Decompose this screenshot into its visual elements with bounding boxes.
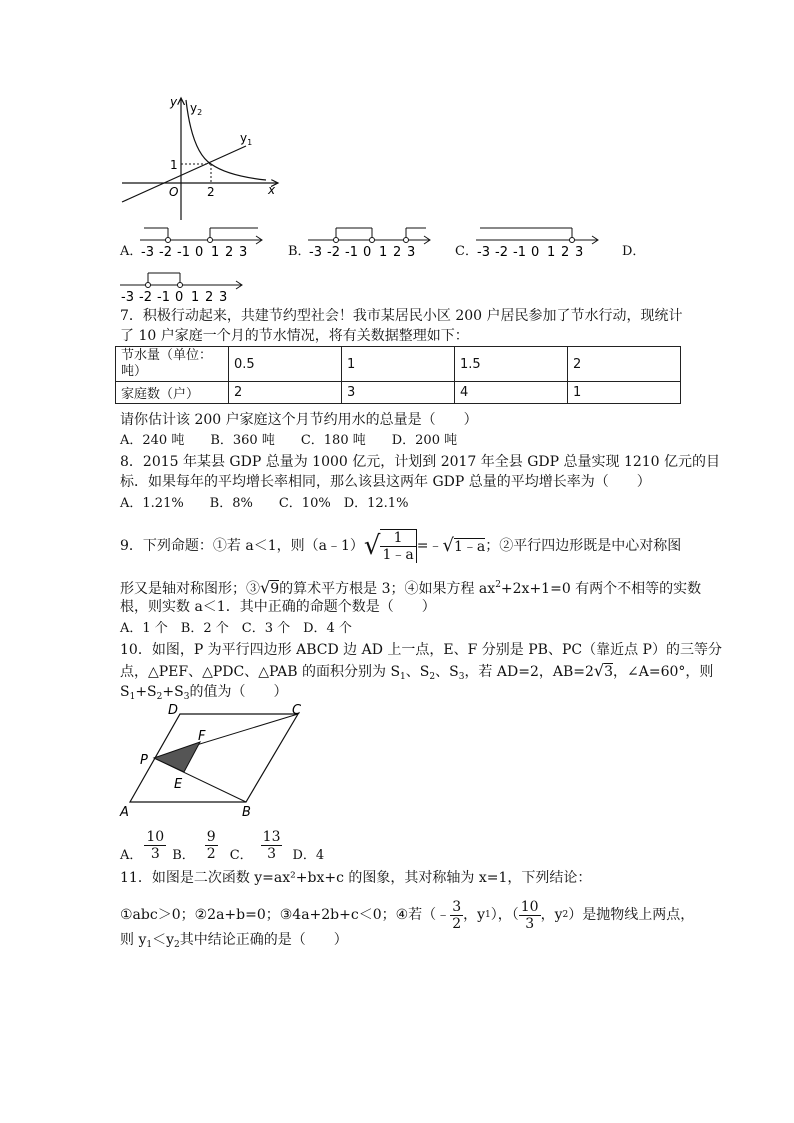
q9-line2: 形又是轴对称图形；③√9的算术平方根是 3；④如果方程 $ax^2+2x+1=0$ 有两个不相等的实数 — [120, 578, 702, 597]
q11-line3: 则 $y_1<y_2$其中结论正确的是（ ） — [120, 932, 348, 950]
svg-text:0: 0 — [175, 290, 184, 304]
label-E: E — [174, 777, 183, 792]
numberline-a — [138, 225, 268, 259]
svg-text:3: 3 — [239, 245, 248, 259]
svg-text:3: 3 — [407, 245, 416, 259]
water-saving-table — [115, 346, 681, 404]
svg-text:2: 2 — [393, 245, 402, 259]
svg-text:1: 1 — [191, 290, 200, 304]
option-b: B． — [288, 244, 311, 259]
label-one: 1 — [170, 158, 178, 172]
svg-text:3: 3 — [575, 245, 584, 259]
q11-line2: ①abc＞0；②2a+b=0；③4a+2b+c＜0；④若（﹣ $\frac{3}{2}$ ，y 1 ），（ $\frac{10}{3}$ ，y 2 ）是抛物线上两点， — [120, 898, 695, 932]
label-y: y — [170, 95, 178, 109]
svg-text:0: 0 — [195, 245, 204, 259]
svg-text:2: 2 — [561, 245, 570, 259]
option-d: D． — [622, 244, 646, 259]
q8-options: A．1.21% B．8% C．10% D．12.1% — [120, 496, 409, 511]
label-y2: $y_2$ — [190, 101, 203, 117]
line-y1 — [122, 146, 246, 202]
label-x: x — [268, 183, 276, 197]
q7-line2: 了 10 户家庭一个月的节水情况，将有关数据整理如下： — [120, 328, 469, 344]
table-row: 家庭数（户） 2 3 4 1 — [116, 382, 681, 404]
q7-options: A．240 吨 B．360 吨 C．180 吨 D．200 吨 — [120, 433, 458, 448]
label-B: B — [242, 805, 251, 820]
q10-options: A． $\frac{10}{3}$ B． $\frac{9}{2}$ C． $\frac{13}{3}$ D．4 — [120, 829, 325, 863]
q7-line1: 7．积极行动起来，共建节约型社会！我市某居民小区 200 户居民参加了节水行动，现统计 — [120, 308, 683, 324]
svg-text:-1: -1 — [157, 290, 170, 304]
svg-text:0: 0 — [531, 245, 540, 259]
q10-line1: 10．如图，P 为平行四边形 ABCD 边 AD 上一点，E、F 分别是 PB、PC（靠近点 P）的三等分 — [120, 642, 722, 658]
option-c: C． — [455, 244, 478, 259]
svg-text:-3: -3 — [309, 245, 322, 259]
label-two: 2 — [207, 185, 215, 199]
q9-line1: 9．下列命题：①若 a＜1，则（a﹣1） √ $\frac{1}{1﹣a}$ =﹣ √1﹣a ；②平行四边形既是中心对称图 — [120, 530, 682, 563]
sqrt-frac: √ $\frac{1}{1﹣a}$ — [364, 529, 417, 563]
numberline-b — [306, 225, 436, 259]
label-origin: O — [169, 185, 179, 199]
label-y1: $y_1$ — [240, 131, 253, 147]
svg-text:1: 1 — [547, 245, 556, 259]
table-row: 节水量（单位： 吨） 0.5 1 1.5 2 — [116, 347, 681, 382]
q8-line1: 8．2015 年某县 GDP 总量为 1000 亿元，计划到 2017 年全县 GDP 总量实现 1210 亿元的目 — [120, 454, 721, 470]
svg-text:-2: -2 — [327, 245, 340, 259]
svg-text:-1: -1 — [345, 245, 358, 259]
q9-options: A．1 个 B．2 个 C．3 个 D．4 个 — [120, 621, 352, 636]
q10-line2: 点，△PEF、△PDC、△PAB 的面积分别为 $S_1$、$S_2$、$S_3$，若 AD=2，AB=2√3，∠A=60°，则 — [120, 661, 714, 682]
parallelogram-figure — [116, 702, 316, 822]
q10-line3: $S_1+S_2+S_3$的值为（ ） — [120, 684, 288, 702]
label-C: C — [292, 703, 302, 718]
svg-text:-2: -2 — [159, 245, 172, 259]
svg-text:-1: -1 — [177, 245, 190, 259]
q9-line3: 根，则实数 a＜1．其中正确的命题个数是（ ） — [120, 599, 436, 615]
q11-line1: 11．如图是二次函数 y=ax²+bx+c 的图象，其对称轴为 x=1，下列结论： — [120, 870, 592, 886]
svg-text:2: 2 — [205, 290, 214, 304]
q8-line2: 标．如果每年的平均增长率相同，那么该县这两年 GDP 总量的平均增长率为（ ） — [120, 474, 651, 490]
label-P: P — [140, 753, 148, 768]
numberline-c — [474, 225, 604, 259]
label-D: D — [168, 703, 179, 718]
svg-text:1: 1 — [379, 245, 388, 259]
svg-text:-2: -2 — [139, 290, 152, 304]
numberline-d — [118, 270, 248, 304]
svg-text:3: 3 — [219, 290, 228, 304]
label-A: A — [120, 805, 129, 820]
svg-text:-3: -3 — [121, 290, 134, 304]
function-graph — [118, 92, 284, 224]
sqrt-expr: √1﹣a — [442, 534, 486, 556]
svg-text:-1: -1 — [513, 245, 526, 259]
svg-text:-2: -2 — [495, 245, 508, 259]
svg-text:1: 1 — [211, 245, 220, 259]
label-F: F — [198, 729, 206, 744]
option-a: A． — [120, 244, 143, 259]
svg-text:-3: -3 — [141, 245, 154, 259]
q7-question: 请你估计该 200 户家庭这个月节约用水的总量是（ ） — [120, 412, 478, 428]
svg-text:0: 0 — [363, 245, 372, 259]
svg-text:-3: -3 — [477, 245, 490, 259]
svg-text:2: 2 — [225, 245, 234, 259]
